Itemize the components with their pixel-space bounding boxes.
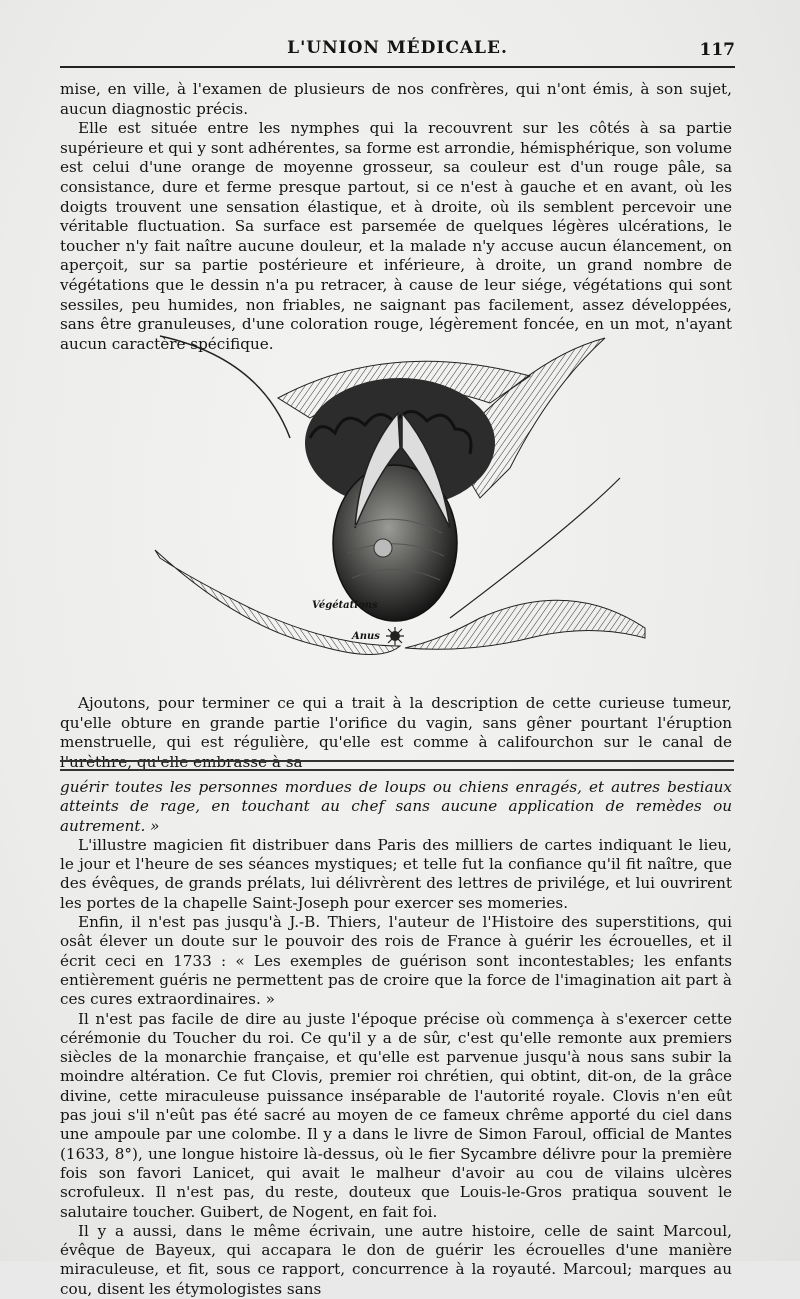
paragraph: L'illustre magicien fit distribuer dans Paris des milliers de cartes indiquant le lieu, le jour et l'heure de ses séances mystiques; et telle fut la confiance qu'il fit naître, que des évêques, de grands prélats, lui délivrèrent des lettres de privilége, et lui ouvrirent les portes de la chapelle Saint-Joseph pour exercer ses momeries. [60,835,732,912]
anatomical-illustration [150,328,650,683]
paragraph: Ajoutons, pour terminer ce qui a trait à la description de cette curieuse tumeur, qu'elle obture en grande partie l'orifice du vagin, sans gêner pourtant l'éruption menstruelle, qui est régulière, qu'elle est comme à califourchon sur le canal de l'urèthre, qu'elle embrasse à sa [60,694,732,771]
paragraph: Il y a aussi, dans le même écrivain, une autre histoire, celle de saint Marcoul, évêque de Bayeux, qui accapara le don de guérir les écrouelles d'une manière miraculeuse, et fit, sous ce rapport, concurrence à la royauté. Marcoul; marques au cou, disent les étymologistes sans [60,1221,732,1298]
label-vegetations: Végétations [312,600,378,611]
paragraph: Elle est située entre les nymphes qui la recouvrent sur les côtés à sa partie supérieure et qui y sont adhérentes, sa forme est arrondie, hémisphérique, son volume est celui d'une orange de moyenne grosseur, sa couleur est d'un rouge pâle, sa consistance, dure et ferme presque partout, si ce n'est à gauche et en avant, où les doigts trouvent une sensation élastique, et à droite, où ils semblent percevoir une véritable fluctuation. Sa surface est parsemée de quelques légères ulcérations, le toucher n'y fait naître aucune douleur, et la malade n'y accuse aucun élancement, on aperçoit, sur sa partie postérieure et inférieure, à droite, un grand nombre de végétations que le dessin n'a pu retracer, à cause de leur siége, végétations qui sont sessiles, peu humides, non friables, ne saignant pas facilement, assez développées, sans être granuleuses, d'une coloration rouge, légèrement foncée, en un mot, n'ayant aucun caractère spécifique. [60,119,732,353]
paragraph [60,778,732,836]
label-anus: Anus [352,631,380,642]
top-text-block [60,80,732,354]
italic-quote: guérir toutes les personnes mordues de loups ou chiens enragés, et autres bestiaux atteints de rage, en touchant au chef sans aucune application de remèdes ou autrement. » [60,778,732,835]
section-divider [60,760,734,771]
paragraph: Il n'est pas facile de dire au juste l'époque précise où commença à s'exercer cette cérémonie du Toucher du roi. Ce qu'il y a de sûr, c'est qu'elle remonte aux premiers siècles de la monarchie française, et qu'elle est parvenue jusqu'à nous sans subir la moindre altération. Ce fut Clovis, premier roi chrétien, qui obtint, dit-on, de la grâce divine, cette miraculeuse puissance inséparable de l'autorité royale. Clovis n'en eût pas joui s'il n'eût pas été sacré au moyen de ce fameux chrême apporté du ciel dans une ampoule par une colombe. Il y a dans le livre de Simon Faroul, official de Mantes (1633, 8°), une longue histoire là-dessus, où le fier Sycambre délivre pour la première fois son favori Lanicet, qui avait le malheur d'avoir au cou de vilains ulcères scrofuleux. Il n'est pas, du reste, douteux que Louis-le-Gros pratiqua souvent le salutaire toucher. Guibert, de Nogent, en fait foi. [60,1009,732,1221]
feuilleton-text-block [60,778,732,1299]
paragraph: Enfin, il n'est pas jusqu'à J.-B. Thiers, l'auteur de l'Histoire des superstitions, qui osât élever un doute sur le pouvoir des rois de France à guérir les écrouelles, et il écrit ceci en 1733 : « Les exemples de guérison sont incontestables; les enfants entièrement guéris ne permettent pas de croire que la force de l'imagination ait part à ces cures extraordinaires. » [60,913,732,1009]
page-number: 117 [699,40,735,60]
journal-title: L'UNION MÉDICALE. [287,38,508,58]
paragraph: mise, en ville, à l'examen de plusieurs de nos confrères, qui n'ont émis, à son sujet, aucun diagnostic précis. [60,80,732,118]
page-header [60,36,735,68]
